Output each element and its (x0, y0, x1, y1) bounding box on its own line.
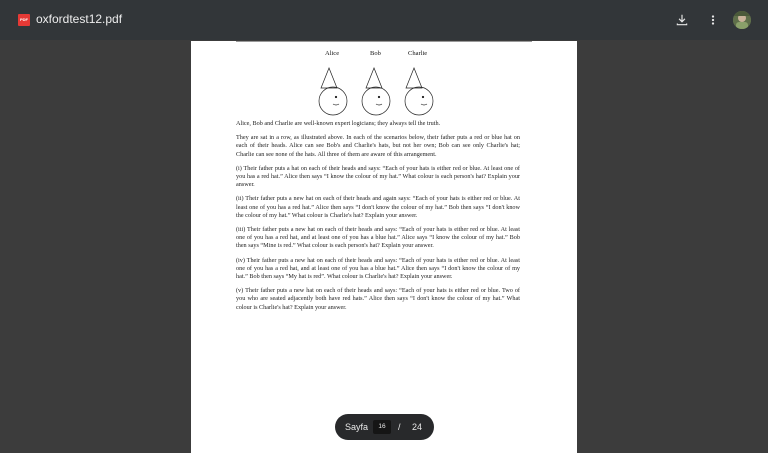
intro-paragraph: Alice, Bob and Charlie are well-known expert logicians; they always tell the truth. (236, 120, 441, 127)
question-5: (v) Their father puts a new hat on each of their heads and says: “Each of your hats is either red or blue. Two of you who are seated adjacently both have red hats.” Alice then says “I don't know the colour of my hat.” What colour is Charlie's hat? Explain your answer. (236, 287, 520, 311)
pdf-file-icon: PDF (18, 14, 30, 26)
page-label: Sayfa (345, 422, 369, 432)
name-bob: Bob (370, 50, 381, 57)
figure-alice (319, 68, 347, 115)
hat-figures-illustration (311, 64, 451, 116)
question-3: (iii) Their father puts a new hat on each of their heads and says: “Each of your hats is either red or blue. At least one of you has a red hat, and at least one of you has a blue hat.” Alice says “I know the colour of my hat.” Bob then says “Mine is red.” What colour is each person's hat? Explain your answer. (236, 226, 520, 250)
name-charlie: Charlie (408, 50, 428, 57)
setup-paragraph: They are sat in a row, as illustrated above. In each of the scenarios below, their father puts a red or blue hat on each of their heads. Alice can see Bob's and Charlie's hats, but not her own; Bob can see only Charlie's hat; Charlie can see none of the hats. All three of them are aware of this arrangement. (236, 134, 520, 158)
document-body (236, 120, 520, 318)
page-separator: / (398, 422, 401, 432)
figure-charlie (405, 68, 433, 115)
figure-bob (362, 68, 390, 115)
question-4: (iv) Their father puts a new hat on each of their heads and says: “Each of your hats is either red or blue. At least one of you has a red hat, and at least one of you has a blue hat.” Alice then says “I don't know the colour of my hat.” Bob then says “My hat is red”. What colour is Charlie's hat? Explain your answer. (236, 256, 520, 281)
toolbar (0, 0, 768, 40)
file-name: oxfordtest12.pdf (36, 12, 123, 26)
name-alice: Alice (325, 50, 340, 57)
avatar[interactable] (733, 11, 751, 29)
pdf-page (191, 41, 577, 453)
page-indicator (335, 414, 434, 440)
page-divider (236, 41, 532, 42)
page-total: 24 (412, 422, 423, 432)
avatar-image (733, 11, 751, 29)
question-2: (ii) Their father puts a new hat on each of their heads and again says: “Each of your hats is either red or blue. At least one of you has a red hat.” Alice then says “I don't know the colour of my hat.” Bob then says “I don't know the colour of my hat.” What colour is Charlie's hat? Explain your answer. (236, 195, 520, 219)
download-icon[interactable] (675, 13, 689, 27)
more-vert-icon[interactable] (707, 13, 719, 27)
question-1: (i) Their father puts a hat on each of their heads and says: “Each of your hats is either red or blue. At least one of you has a red hat.” Alice then says “I know the colour of my hat.” What colour is each person's hat? Explain your answer. (236, 164, 520, 189)
names-row (191, 50, 577, 60)
page-number-input[interactable]: 16 (373, 420, 391, 434)
